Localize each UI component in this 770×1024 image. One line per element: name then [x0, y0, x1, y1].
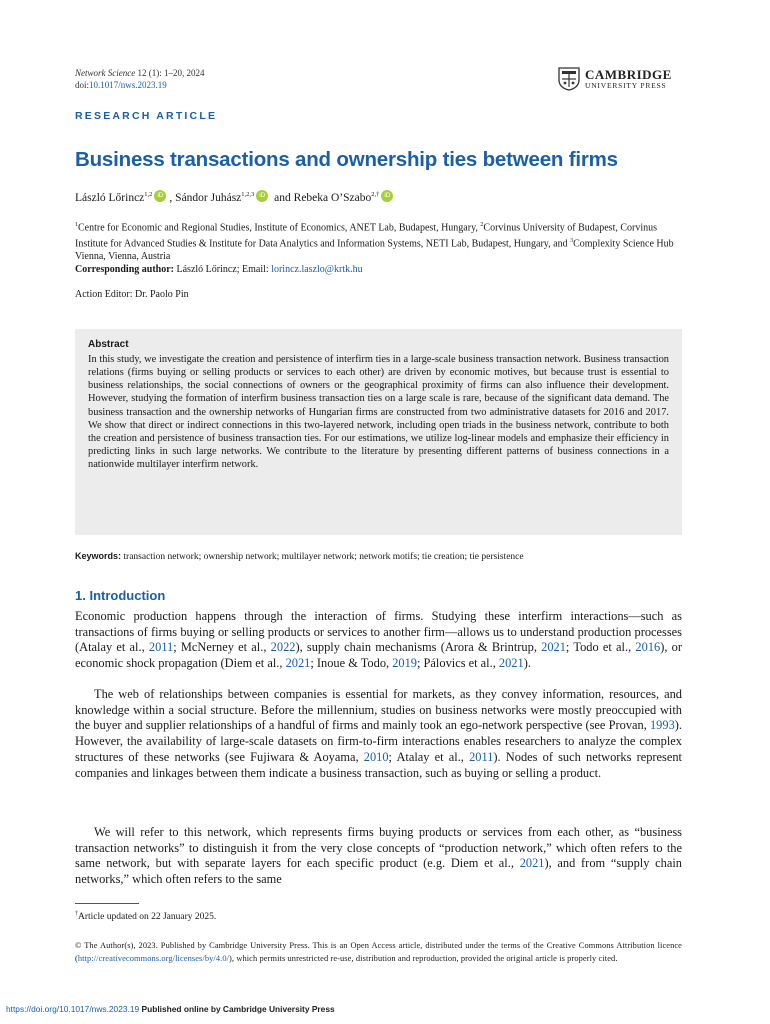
- logo-line-2: UNIVERSITY PRESS: [585, 81, 667, 90]
- article-type: RESEARCH ARTICLE: [75, 110, 218, 122]
- footer-doi-link[interactable]: https://doi.org/10.1017/nws.2023.19: [6, 1004, 140, 1014]
- citation-link[interactable]: 2010: [363, 749, 389, 764]
- affil-number: 3: [570, 237, 574, 244]
- license-statement: [75, 940, 682, 965]
- paragraph-text: ), or economic shock propagation (Diem et al.,: [75, 640, 682, 671]
- keywords-text: transaction network; ownership network; multilayer network; network motifs; tie creation; tie persistence: [121, 552, 524, 562]
- orcid-icon[interactable]: iD: [154, 190, 166, 202]
- citation-link[interactable]: 2021: [519, 856, 545, 871]
- author-affil-sup: 2,†: [371, 191, 380, 198]
- action-editor: Action Editor: Dr. Paolo Pin: [75, 289, 189, 300]
- affil-text: Corvinus University of Budapest, Corvinus Institute for Advanced Studies & Institute for Data Analytics and Information Systems, NETI Lab, Budapest, Hungary, and: [75, 222, 658, 249]
- citation-link[interactable]: 2011: [148, 640, 174, 655]
- paragraph-text: ; McNerney et al.,: [173, 640, 271, 655]
- license-link[interactable]: http://creativecommons.org/licenses/by/4.0/: [77, 953, 230, 963]
- author-name: László Lőrincz: [75, 191, 145, 204]
- citation-link[interactable]: 2021: [285, 656, 311, 671]
- cambridge-logo: [558, 66, 683, 92]
- footnote-text: Article updated on 22 January 2025.: [78, 912, 217, 923]
- citation-link[interactable]: 2022: [270, 640, 296, 655]
- paragraph-text: ; Atalay et al.,: [388, 749, 470, 764]
- doi-prefix: doi:: [75, 80, 90, 90]
- paragraph-text: Economic production happens through the interaction of firms. Studying these interfirm interactions—such as transactions of firms buying or selling products or services to another firm—allows us to understand production processes (Atalay et al.,: [75, 609, 682, 655]
- citation-link[interactable]: 2021: [498, 656, 524, 671]
- paragraph-text: The web of relationships between companies is essential for markets, as they convey information, resources, and knowledge within a social structure. Before the millennium, studies on business networks were mostly preoccupied with the buyer and supplier relationships of a handful of firms and mainly took an ego-network perspective (see Provan,: [75, 687, 682, 733]
- footnote-mark: †: [75, 911, 78, 917]
- author-affil-sup: 1,2,3: [241, 191, 255, 198]
- paragraph-text: ).: [523, 656, 531, 671]
- cambridge-shield-icon: [558, 67, 580, 91]
- citation-link[interactable]: 1993: [649, 718, 675, 733]
- abstract-text: In this study, we investigate the creation and persistence of interfirm ties in a large-scale business transaction network. Business transaction relations (firms buying or selling products or services to each other) are driven by economic motives, but because trust is essential to business relationships, the social connections of owners or the geographical proximity of firms can also influence their development. However, studying the formation of interfirm business transaction ties on a large scale is rare, because of the significant data demand. The business transaction and the ownership networks of Hungarian firms are constructed from two administrative datasets for 2016 and 2017. We show that direct or indirect connections in this two-layered network, including open triads in the business network, contribute to both the creation and persistence of business transaction ties. For our estimations, we utilize log-linear models and emphasize their efficiency in predicting links in such large networks. We contribute to the literature by presenting different patterns of business connections in a nationwide multilayer interfirm network.: [88, 354, 669, 471]
- license-text: ), which permits unrestricted re-use, distribution and reproduction, provided the original article is properly cited.: [229, 953, 618, 963]
- corresponding-label: Corresponding author:: [75, 264, 174, 276]
- keywords-label: Keywords:: [75, 551, 122, 561]
- author-affil-sup: 1,2: [144, 191, 153, 198]
- affil-text: Centre for Economic and Regional Studies, Institute of Economics, ANET Lab, Budapest, Hungary,: [78, 222, 481, 234]
- citation-link[interactable]: 2021: [541, 640, 566, 655]
- footer-published: Published online by Cambridge University Press: [141, 1004, 335, 1014]
- paragraph-text: ), and from “supply chain networks,” which often refers to the same: [75, 856, 683, 887]
- paragraph: [75, 687, 682, 781]
- journal-volume: 12 (1): 1–20, 2024: [137, 68, 205, 78]
- abstract-heading: Abstract: [88, 339, 129, 350]
- keywords: [75, 551, 687, 562]
- paragraph-text: ). However, the availability of large-scale datasets on firm-to-firm interactions enables researchers to analyze the complex structures of these networks (see Fujiwara & Aoyama,: [75, 718, 682, 764]
- paragraph: [75, 825, 682, 888]
- doi-link[interactable]: 10.1017/nws.2023.19: [89, 80, 167, 90]
- footnote-divider: [75, 903, 139, 904]
- page-footer: [6, 1004, 335, 1014]
- author-separator: and: [271, 191, 294, 204]
- paragraph-text: We will refer to this network, which represents firms buying products or services from each other, as “business transaction networks” to distinguish it from the very close concepts of “production network,” which often refers to the same network, but with separate layers for each specific product (e.g. Diem et al.,: [75, 825, 682, 871]
- orcid-icon[interactable]: iD: [256, 190, 268, 202]
- corresponding-text: László Lőrincz; Email:: [174, 264, 272, 276]
- article-title: Business transactions and ownership ties between firms: [75, 148, 618, 171]
- author-name: Sándor Juhász: [175, 191, 242, 204]
- author-name: Rebeka O’Szabo: [293, 191, 372, 204]
- section-number: 1.: [75, 588, 86, 603]
- author-separator: ,: [169, 191, 176, 204]
- paragraph-text: ), supply chain mechanisms (Arora & Brintrup,: [295, 640, 542, 655]
- journal-citation: [75, 67, 204, 91]
- footnote: [75, 911, 216, 922]
- paragraph-text: ; Inoue & Todo,: [310, 656, 393, 671]
- journal-name: Network Science: [75, 68, 136, 78]
- abstract-box: [75, 329, 682, 535]
- orcid-icon[interactable]: iD: [381, 190, 393, 202]
- paragraph-text: ; Pálovics et al.,: [417, 656, 499, 671]
- corresponding-email-link[interactable]: lorincz.laszlo@krtk.hu: [271, 264, 363, 276]
- section-title: Introduction: [89, 588, 166, 603]
- affil-number: 1: [75, 222, 78, 228]
- affiliations: [75, 219, 687, 276]
- affil-number: 2: [480, 222, 484, 228]
- citation-link[interactable]: 2011: [469, 749, 494, 764]
- citation-link[interactable]: 2016: [635, 640, 661, 655]
- logo-line-1: CAMBRIDGE: [585, 67, 672, 82]
- affil-text: Complexity Science Hub Vienna, Vienna, Austria: [75, 237, 674, 263]
- citation-link[interactable]: 2019: [392, 656, 417, 671]
- paragraph: [75, 609, 682, 672]
- section-heading: [75, 588, 165, 603]
- license-text: © The Author(s), 2023. Published by Cambridge University Press. This is an Open Access article, distributed under the terms of the Creative Commons Attribution licence (: [75, 941, 682, 963]
- paragraph-text: ). Nodes of such networks represent companies and linkages between them indicate a business transaction, such as buying or selling a product.: [75, 749, 682, 780]
- paragraph-text: ; Todo et al.,: [565, 640, 636, 655]
- author-list: [75, 191, 396, 204]
